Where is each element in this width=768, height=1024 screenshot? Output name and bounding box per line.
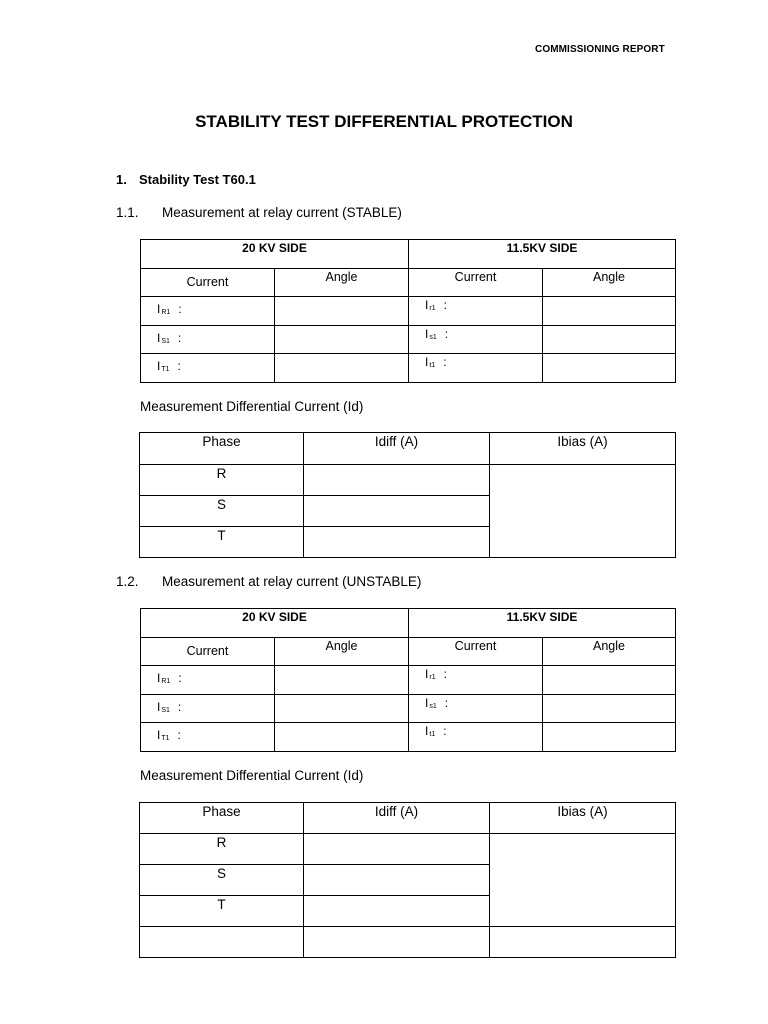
unstable-current-table <box>140 608 676 752</box>
current-subscript: r1 <box>429 305 436 312</box>
current-symbol: I <box>425 724 429 738</box>
angle-it1-cell[interactable] <box>275 354 409 383</box>
col-phase-header: Phase <box>140 803 304 834</box>
current-it1-cell[interactable] <box>141 723 275 752</box>
side-20kv-label: 20 KV SIDE <box>141 240 409 269</box>
col-current-label: Current <box>141 269 275 297</box>
subsection-title: Measurement at relay current (UNSTABLE) <box>162 574 422 589</box>
stable-diff-caption: Measurement Differential Current (Id) <box>140 399 364 414</box>
stable-current-table <box>140 239 676 383</box>
current-is1-cell[interactable] <box>141 695 275 723</box>
phase-t-cell: T <box>140 527 304 558</box>
angle-is1-cell[interactable] <box>275 695 409 723</box>
subsection-stable-heading <box>116 205 402 220</box>
colon: : <box>177 331 182 345</box>
idiff-s-cell[interactable] <box>304 496 490 527</box>
current-ir1-cell[interactable] <box>141 297 275 326</box>
unstable-differential-table <box>139 802 676 958</box>
phase-t-cell: T <box>140 896 304 927</box>
col-phase-header: Phase <box>140 433 304 465</box>
phase-s-cell: S <box>140 865 304 896</box>
side-11-5kv-label: 11.5KV SIDE <box>409 609 676 638</box>
col-idiff-header: Idiff (A) <box>304 433 490 465</box>
current-is1-lv-cell[interactable] <box>409 695 543 723</box>
col-ibias-header: Ibias (A) <box>490 433 676 465</box>
colon: : <box>444 696 449 710</box>
current-subscript: t1 <box>429 731 436 738</box>
angle-is1-cell[interactable] <box>275 326 409 354</box>
current-subscript: R1 <box>161 309 171 316</box>
current-ir1-lv-cell[interactable] <box>409 297 543 326</box>
subsection-title: Measurement at relay current (STABLE) <box>162 205 402 220</box>
section-number: 1. <box>116 172 127 187</box>
current-subscript: t1 <box>429 362 436 369</box>
stable-differential-table <box>139 432 676 558</box>
current-symbol: I <box>157 302 161 316</box>
idiff-t-cell[interactable] <box>304 527 490 558</box>
col-angle-label: Angle <box>275 269 409 297</box>
idiff-r-cell[interactable] <box>304 465 490 496</box>
empty-phase-cell[interactable] <box>140 927 304 958</box>
colon: : <box>178 671 182 685</box>
angle-ir1-lv-cell[interactable] <box>543 297 676 326</box>
angle-ir1-lv-cell[interactable] <box>543 666 676 695</box>
side-20kv-label: 20 KV SIDE <box>141 609 409 638</box>
phase-r-cell: R <box>140 465 304 496</box>
empty-ibias-cell[interactable] <box>490 927 676 958</box>
colon: : <box>177 359 181 373</box>
current-it1-cell[interactable] <box>141 354 275 383</box>
ibias-cell[interactable] <box>490 834 676 927</box>
idiff-s-cell[interactable] <box>304 865 490 896</box>
ibias-cell[interactable] <box>490 465 676 558</box>
col-ibias-header: Ibias (A) <box>490 803 676 834</box>
current-ir1-cell[interactable] <box>141 666 275 695</box>
col-current-label: Current <box>409 269 543 297</box>
colon: : <box>443 724 447 738</box>
phase-s-cell: S <box>140 496 304 527</box>
angle-ir1-cell[interactable] <box>275 297 409 326</box>
subsection-number: 1.1. <box>116 205 139 220</box>
current-subscript: R1 <box>161 678 171 685</box>
colon: : <box>178 302 182 316</box>
current-subscript: r1 <box>429 674 436 681</box>
current-symbol: I <box>157 728 161 742</box>
current-symbol: I <box>157 359 161 373</box>
current-subscript: T1 <box>161 366 170 373</box>
current-symbol: I <box>425 667 429 681</box>
report-header-label: COMMISSIONING REPORT <box>535 44 665 55</box>
phase-r-cell: R <box>140 834 304 865</box>
colon: : <box>177 700 182 714</box>
idiff-r-cell[interactable] <box>304 834 490 865</box>
current-subscript: S1 <box>161 707 170 714</box>
current-is1-cell[interactable] <box>141 326 275 354</box>
current-symbol: I <box>157 671 161 685</box>
col-angle-label: Angle <box>543 638 676 666</box>
col-current-label: Current <box>141 638 275 666</box>
current-symbol: I <box>157 700 161 714</box>
colon: : <box>443 298 447 312</box>
current-subscript: S1 <box>161 338 170 345</box>
colon: : <box>444 327 449 341</box>
current-subscript: s1 <box>429 334 437 341</box>
section-heading <box>116 172 256 187</box>
colon: : <box>443 355 447 369</box>
current-subscript: T1 <box>161 735 170 742</box>
subsection-unstable-heading <box>116 574 421 589</box>
angle-it1-cell[interactable] <box>275 723 409 752</box>
current-ir1-lv-cell[interactable] <box>409 666 543 695</box>
col-angle-label: Angle <box>275 638 409 666</box>
side-11-5kv-label: 11.5KV SIDE <box>409 240 676 269</box>
angle-ir1-cell[interactable] <box>275 666 409 695</box>
angle-it1-lv-cell[interactable] <box>543 723 676 752</box>
col-idiff-header: Idiff (A) <box>304 803 490 834</box>
current-symbol: I <box>425 355 429 369</box>
col-current-label: Current <box>409 638 543 666</box>
angle-it1-lv-cell[interactable] <box>543 354 676 383</box>
idiff-t-cell[interactable] <box>304 896 490 927</box>
current-symbol: I <box>157 331 161 345</box>
current-symbol: I <box>425 327 429 341</box>
angle-is1-lv-cell[interactable] <box>543 326 676 354</box>
empty-idiff-cell[interactable] <box>304 927 490 958</box>
current-symbol: I <box>425 298 429 312</box>
section-title: Stability Test T60.1 <box>139 172 256 187</box>
subsection-number: 1.2. <box>116 574 139 589</box>
current-symbol: I <box>425 696 429 710</box>
current-subscript: s1 <box>429 703 437 710</box>
colon: : <box>177 728 181 742</box>
col-angle-label: Angle <box>543 269 676 297</box>
angle-is1-lv-cell[interactable] <box>543 695 676 723</box>
current-is1-lv-cell[interactable] <box>409 326 543 354</box>
current-it1-lv-cell[interactable] <box>409 354 543 383</box>
current-it1-lv-cell[interactable] <box>409 723 543 752</box>
page-title: STABILITY TEST DIFFERENTIAL PROTECTION <box>195 112 573 131</box>
unstable-diff-caption: Measurement Differential Current (Id) <box>140 768 364 783</box>
colon: : <box>443 667 447 681</box>
